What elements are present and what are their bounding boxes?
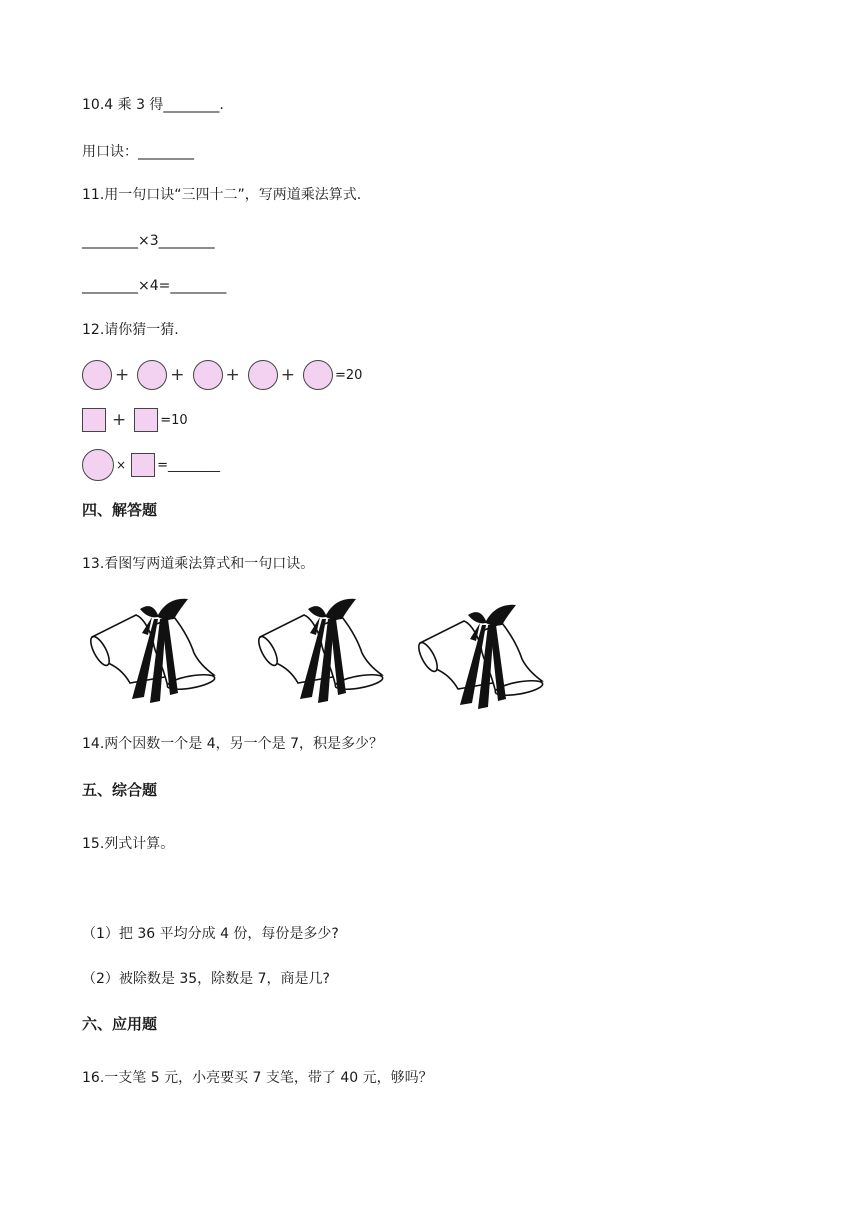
q15-prompt: 15.列式计算。 <box>82 836 175 852</box>
times-sign: × <box>116 458 127 472</box>
q12-circles-row <box>82 358 362 392</box>
plus-sign: + <box>170 365 185 385</box>
q14-prompt: 14.两个因数一个是 4，另一个是 7，积是多少？ <box>82 736 383 752</box>
square-shape <box>82 408 106 432</box>
section-6-heading: 六、应用题 <box>82 1015 158 1033</box>
circle-shape <box>193 360 223 390</box>
circle-shape <box>137 360 167 390</box>
q10-line2: 用口诀：________ <box>82 144 194 160</box>
circle-shape <box>248 360 278 390</box>
q16-prompt: 16.一支笔 5 元，小亮要买 7 支笔，带了 40 元，够吗？ <box>82 1070 433 1086</box>
circle-shape <box>82 360 112 390</box>
section-4-heading: 四、解答题 <box>82 501 158 519</box>
plus-sign: + <box>280 365 295 385</box>
q15-part1: （1）把 36 平均分成 4 份，每份是多少? <box>82 926 339 942</box>
plus-sign: + <box>225 365 240 385</box>
bells-illustration <box>88 595 548 720</box>
circle-shape <box>82 449 114 481</box>
section-5-heading: 五、综合题 <box>82 781 158 799</box>
q12-squares-row <box>82 403 188 437</box>
q12-product-row <box>82 448 220 482</box>
q10-line1: 10.4 乘 3 得________. <box>82 97 224 113</box>
circles-result: =20 <box>335 367 363 383</box>
square-shape <box>134 408 158 432</box>
q11-eq2: ________×4=________ <box>82 278 227 294</box>
q11-eq1: ________×3________ <box>82 233 215 249</box>
plus-sign: + <box>115 365 130 385</box>
q11-prompt: 11.用一句口诀“三四十二”，写两道乘法算式. <box>82 187 362 203</box>
circle-shape <box>303 360 333 390</box>
q13-prompt: 13.看图写两道乘法算式和一句口诀。 <box>82 556 315 572</box>
square-shape <box>131 453 155 477</box>
product-result: =________ <box>157 457 220 473</box>
q15-part2: （2）被除数是 35，除数是 7，商是几? <box>82 971 330 987</box>
plus-sign: + <box>112 410 127 430</box>
q12-prompt: 12.请你猜一猜. <box>82 322 179 338</box>
squares-result: =10 <box>160 412 188 428</box>
